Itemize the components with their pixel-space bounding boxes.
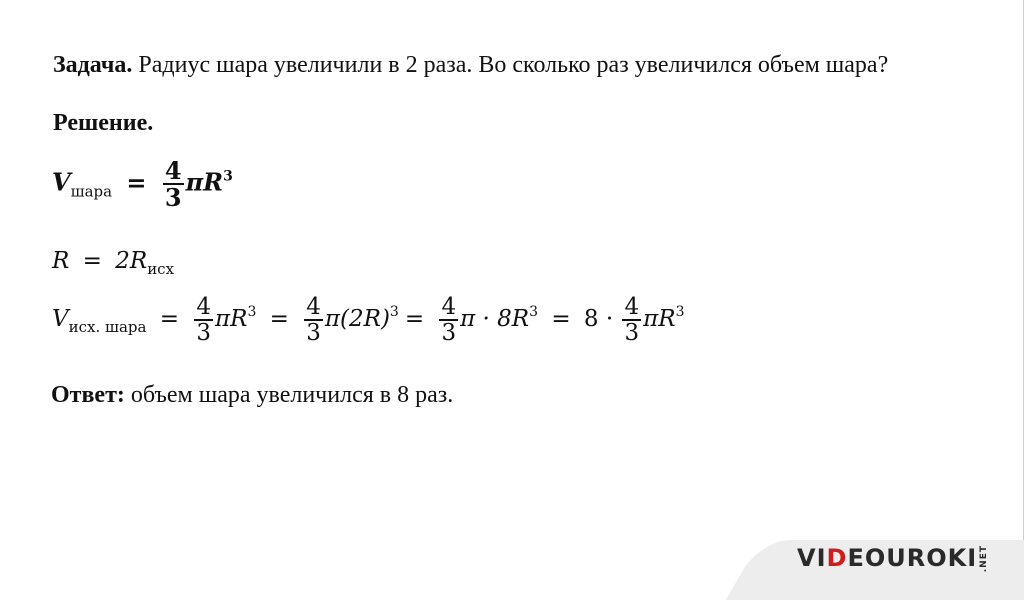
formula-sphere-volume: $V_{шара}$ = $\frac{4}{3}$ $\pi R^3$ [52,156,233,213]
sub-shara: шара [70,182,113,201]
videouroki-logo: VIDEOUROKI .NET [797,544,990,573]
formula-volume-calc: $V_{исх. шара}$ = $\frac{4}{3}$ $\pi R^3$ = $\frac{4}{3}$ $\pi(2R)^3$ = $\frac{4}{3}$ $\pi \cdot 8R^3 = 8$ · $\frac{4}{3}$ $\pi R^3$ [52,294,685,347]
fraction-4-3: $\frac{4}{3}$ [196,294,211,347]
fraction-4-3: $\frac{4}{3}$ [624,294,640,347]
fraction-4-3: $\frac{4}{3}$ [164,156,182,213]
solution-heading: Решение. [53,110,154,136]
task-text [53,52,888,79]
fraction-4-3: $\frac{4}{3}$ [441,294,457,347]
answer-text [51,382,453,409]
task-label: Задача. [53,52,133,78]
task-body: Радиус шара увеличили в 2 раза. Во сколько раз увеличился объем шара? [132,52,889,78]
fraction-4-3: $\frac{4}{3}$ [306,294,321,347]
answer-label: Ответ: [51,382,125,408]
pi-r: πR [185,167,224,197]
formula-radius: $R = 2R_{исх}$ [52,248,175,278]
answer-body: объем шара увеличился в 8 раз. [124,382,454,408]
equals-sign: = [126,167,147,197]
var-v: V [52,167,71,197]
